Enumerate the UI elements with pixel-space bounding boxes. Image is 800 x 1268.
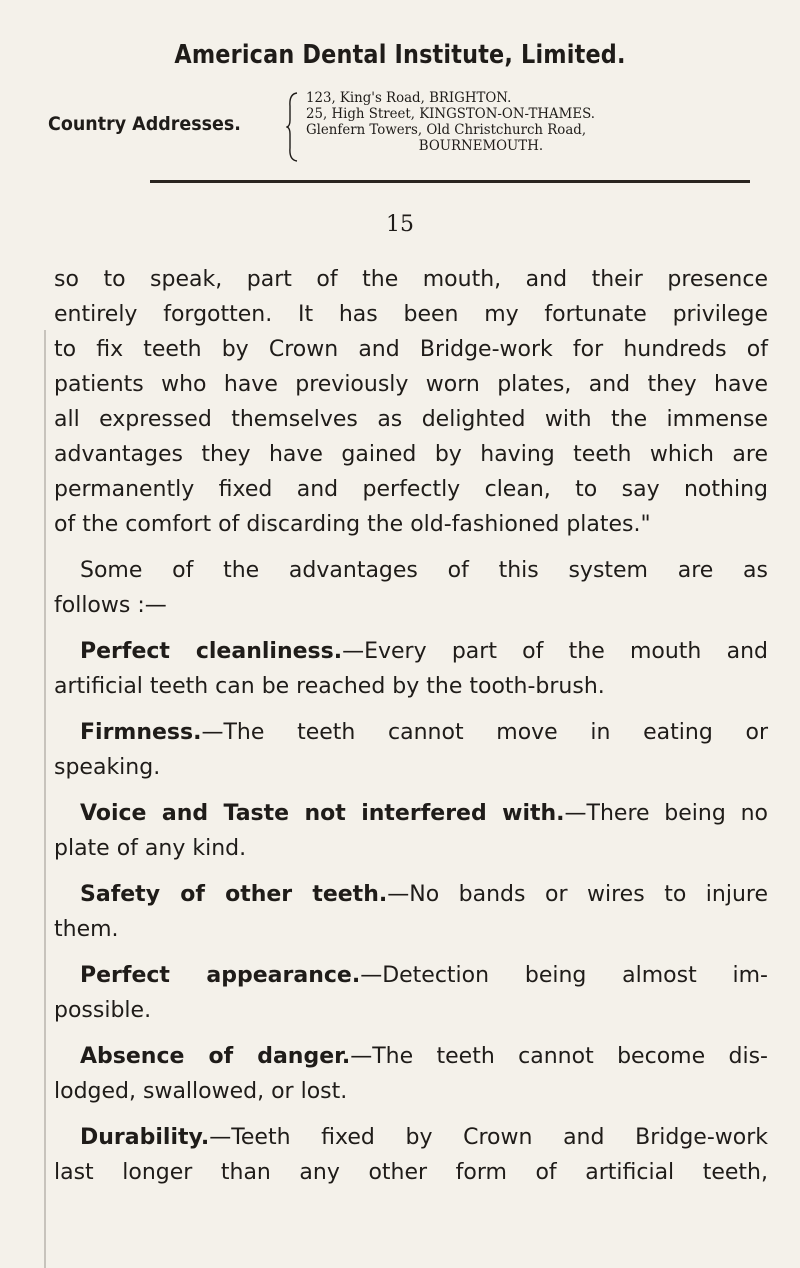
advantage-item xyxy=(54,958,768,1028)
text-line xyxy=(54,1039,768,1074)
advantage-heading: Voice and Taste not interfered with. xyxy=(80,801,565,826)
brace-icon xyxy=(286,92,298,162)
text-line: entirely forgotten. It has been my fortunate privilege xyxy=(54,302,768,327)
text-line xyxy=(54,634,768,669)
text-line: last longer than any other form of artificial teeth, xyxy=(54,1160,768,1185)
text-line: speaking. xyxy=(54,755,161,780)
text-line: of the comfort of discarding the old-fashioned plates." xyxy=(54,512,651,537)
text-line: all expressed themselves as delighted with the immense xyxy=(54,407,768,432)
text-line xyxy=(54,958,768,993)
country-addresses-label: Country Addresses. xyxy=(48,113,241,135)
address-brighton: 123, King's Road, BRIGHTON. xyxy=(306,90,512,106)
advantage-heading: Perfect cleanliness. xyxy=(80,639,343,664)
advantage-heading: Safety of other teeth. xyxy=(80,882,388,907)
address-kingston: 25, High Street, KINGSTON-ON-THAMES. xyxy=(306,106,595,122)
institute-title: American Dental Institute, Limited. xyxy=(174,40,626,70)
text-line: Some of the advantages of this system are as xyxy=(80,558,768,583)
text-line: them. xyxy=(54,917,119,942)
advantage-text: —Every part of the mouth and xyxy=(342,639,768,664)
paragraph-continuation xyxy=(54,262,768,542)
text-line: artificial teeth can be reached by the tooth-brush. xyxy=(54,674,605,699)
advantage-text: —There being no xyxy=(564,801,768,826)
text-line xyxy=(54,877,768,912)
advantage-item xyxy=(54,634,768,704)
margin-shadow xyxy=(44,330,52,1268)
paragraph-intro xyxy=(54,553,768,623)
advantage-text: —No bands or wires to injure xyxy=(387,882,768,907)
text-line: lodged, swallowed, or lost. xyxy=(54,1079,348,1104)
text-line: permanently fixed and perfectly clean, to say nothing xyxy=(54,477,768,502)
address-bournemouth-town: BOURNEMOUTH. xyxy=(418,138,544,154)
advantage-item xyxy=(54,715,768,785)
text-line: possible. xyxy=(54,998,152,1023)
advantage-heading: Absence of danger. xyxy=(80,1044,351,1069)
advantage-item xyxy=(54,877,768,947)
address-list xyxy=(306,90,595,154)
page-number: 15 xyxy=(386,212,414,237)
advantage-item xyxy=(54,796,768,866)
text-line: follows :— xyxy=(54,593,167,618)
advantage-heading: Firmness. xyxy=(80,720,202,745)
advantage-heading: Durability. xyxy=(80,1125,210,1150)
header-rule xyxy=(150,180,750,183)
text-line xyxy=(54,1120,768,1155)
advantage-item xyxy=(54,1039,768,1109)
text-line: plate of any kind. xyxy=(54,836,247,861)
advantage-text: —The teeth cannot become dis- xyxy=(350,1044,768,1069)
body-text xyxy=(54,262,768,1190)
text-line: so to speak, part of the mouth, and their presence xyxy=(54,267,768,292)
text-line xyxy=(54,796,768,831)
advantage-text: —The teeth cannot move in eating or xyxy=(201,720,768,745)
advantage-text: —Teeth fixed by Crown and Bridge-work xyxy=(209,1125,768,1150)
text-line: patients who have previously worn plates, and they have xyxy=(54,372,768,397)
text-line: to fix teeth by Crown and Bridge-work for hundreds of xyxy=(54,337,768,362)
advantage-heading: Perfect appearance. xyxy=(80,963,361,988)
advantage-item xyxy=(54,1120,768,1190)
advantage-text: —Detection being almost im- xyxy=(360,963,768,988)
address-bournemouth-street: Glenfern Towers, Old Christchurch Road, xyxy=(306,122,587,138)
text-line: advantages they have gained by having teeth which are xyxy=(54,442,768,467)
text-line xyxy=(54,715,768,750)
